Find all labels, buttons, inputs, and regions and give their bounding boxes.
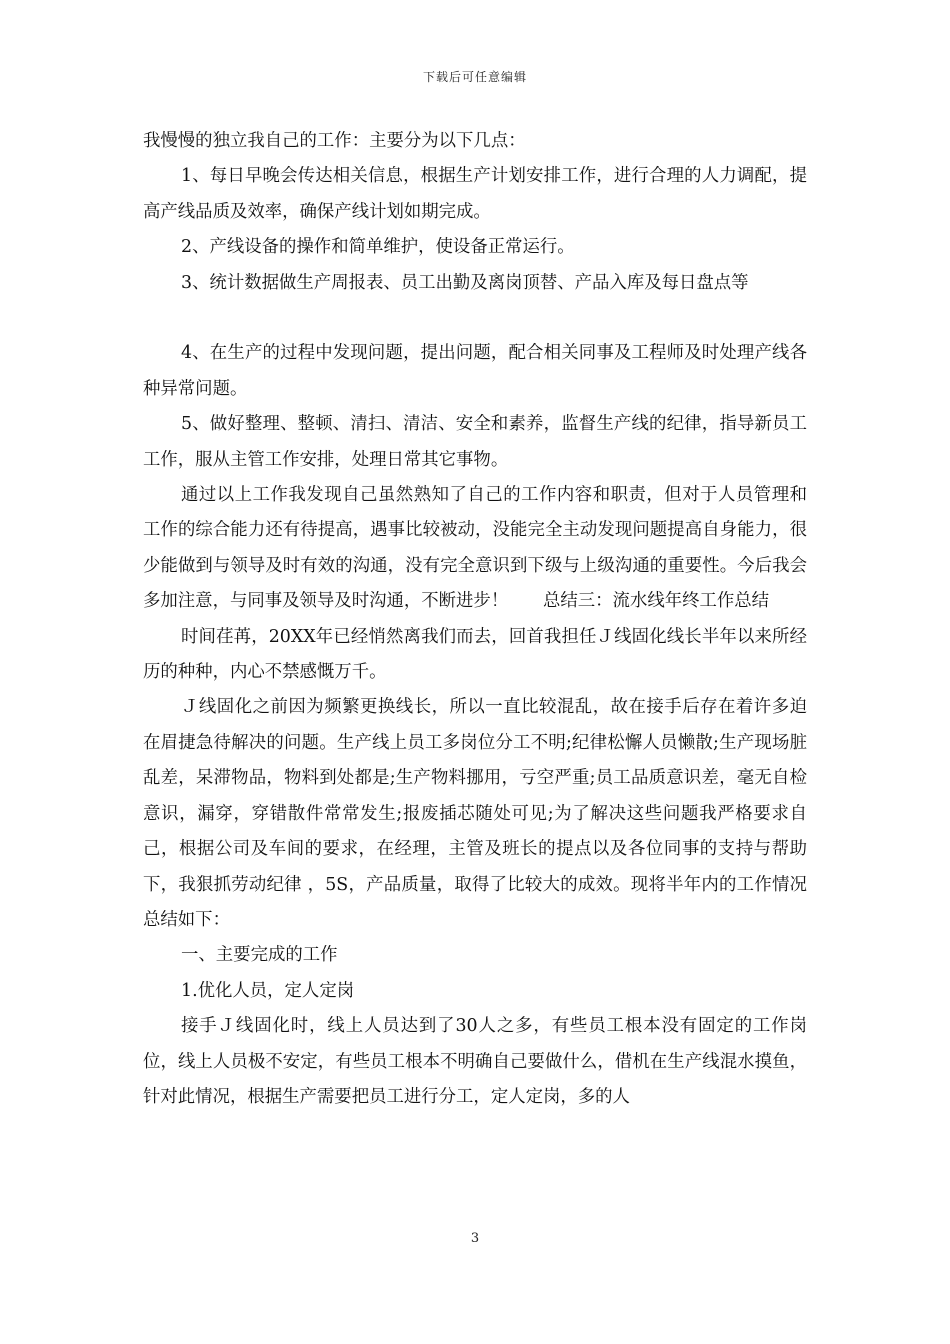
paragraph-problems: Ｊ线固化之前因为频繁更换线长，所以一直比较混乱，故在接手后存在着许多迫在眉捷急待解决的问题。生产线上员工多岗位分工不明;纪律松懈人员懒散;生产现场脏乱差，呆滞物品，物料到处都是;生产物料挪用，亏空严重;员工品质意识差，毫无自检意识，漏穿，穿错散件常常发生;报废插芯随处可见;为了解决这些问题我严格要求自己，根据公司及车间的要求，在经理，主管及班长的提点以及各位同事的支持与帮助下，我狠抓劳动纪律 ，5S，产品质量，取得了比较大的成效。现将半年内的工作情况总结如下： <box>143 697 807 930</box>
page-number: 3 <box>470 1231 480 1246</box>
paragraph-staffing: 接手Ｊ线固化时，线上人员达到了30人之多，有些员工根本没有固定的工作岗位，线上人员极不安定，有些员工根本不明确自己要做什么，借机在生产线混水摸鱼，针对此情况，根据生产需要把员工进行分工，定人定岗，多的人 <box>143 1016 807 1107</box>
paragraph-reflection: 通过以上工作我发现自己虽然熟知了自己的工作内容和职责，但对于人员管理和 工作的综合能力还有待提高，遇事比较被动，没能完全主动发现问题提高自身能力，很少能做到与领导及时有效的沟通，没有完全意识到下级与上级沟通的重要性。今后我会多加注意，与同事及领导及时沟通，不断进步！ 总结三：流水线年终工作总结 <box>143 485 807 612</box>
paragraph-intro: 我慢慢的独立我自己的工作：主要分为以下几点： <box>143 131 526 151</box>
paragraph-item-4: 4、在生产的过程中发现问题，提出问题，配合相关同事及工程师及时处理产线各种异常问题。 <box>143 343 807 399</box>
paragraph-item-3: 3、统计数据做生产周报表、员工出勤及离岗顶替、产品入库及每日盘点等 <box>181 272 749 293</box>
paragraph-item-1: 1、每日早晚会传达相关信息，根据生产计划安排工作，进行合理的人力调配，提高产线品质及效率，确保产线计划如期完成。 <box>143 166 807 222</box>
paragraph-item-5: 5、做好整理、整顿、清扫、清洁、安全和素养，监督生产线的纪律，指导新员工工作，服从主管工作安排，处理日常其它事物。 <box>143 414 807 470</box>
paragraph-item-2: 2、产线设备的操作和简单维护，使设备正常运行。 <box>181 237 575 258</box>
document-body <box>143 124 807 1115</box>
paragraph-time: 时间荏苒，20XX年已经悄然离我们而去，回首我担任Ｊ线固化线长半年以来所经历的种种，内心不禁感慨万千。 <box>143 626 807 683</box>
section-heading-main-work: 一、主要完成的工作 <box>181 945 338 966</box>
page-header: 下载后可任意编辑 <box>422 70 527 84</box>
subheading-optimize-staff: 1.优化人员，定人定岗 <box>181 980 355 1001</box>
